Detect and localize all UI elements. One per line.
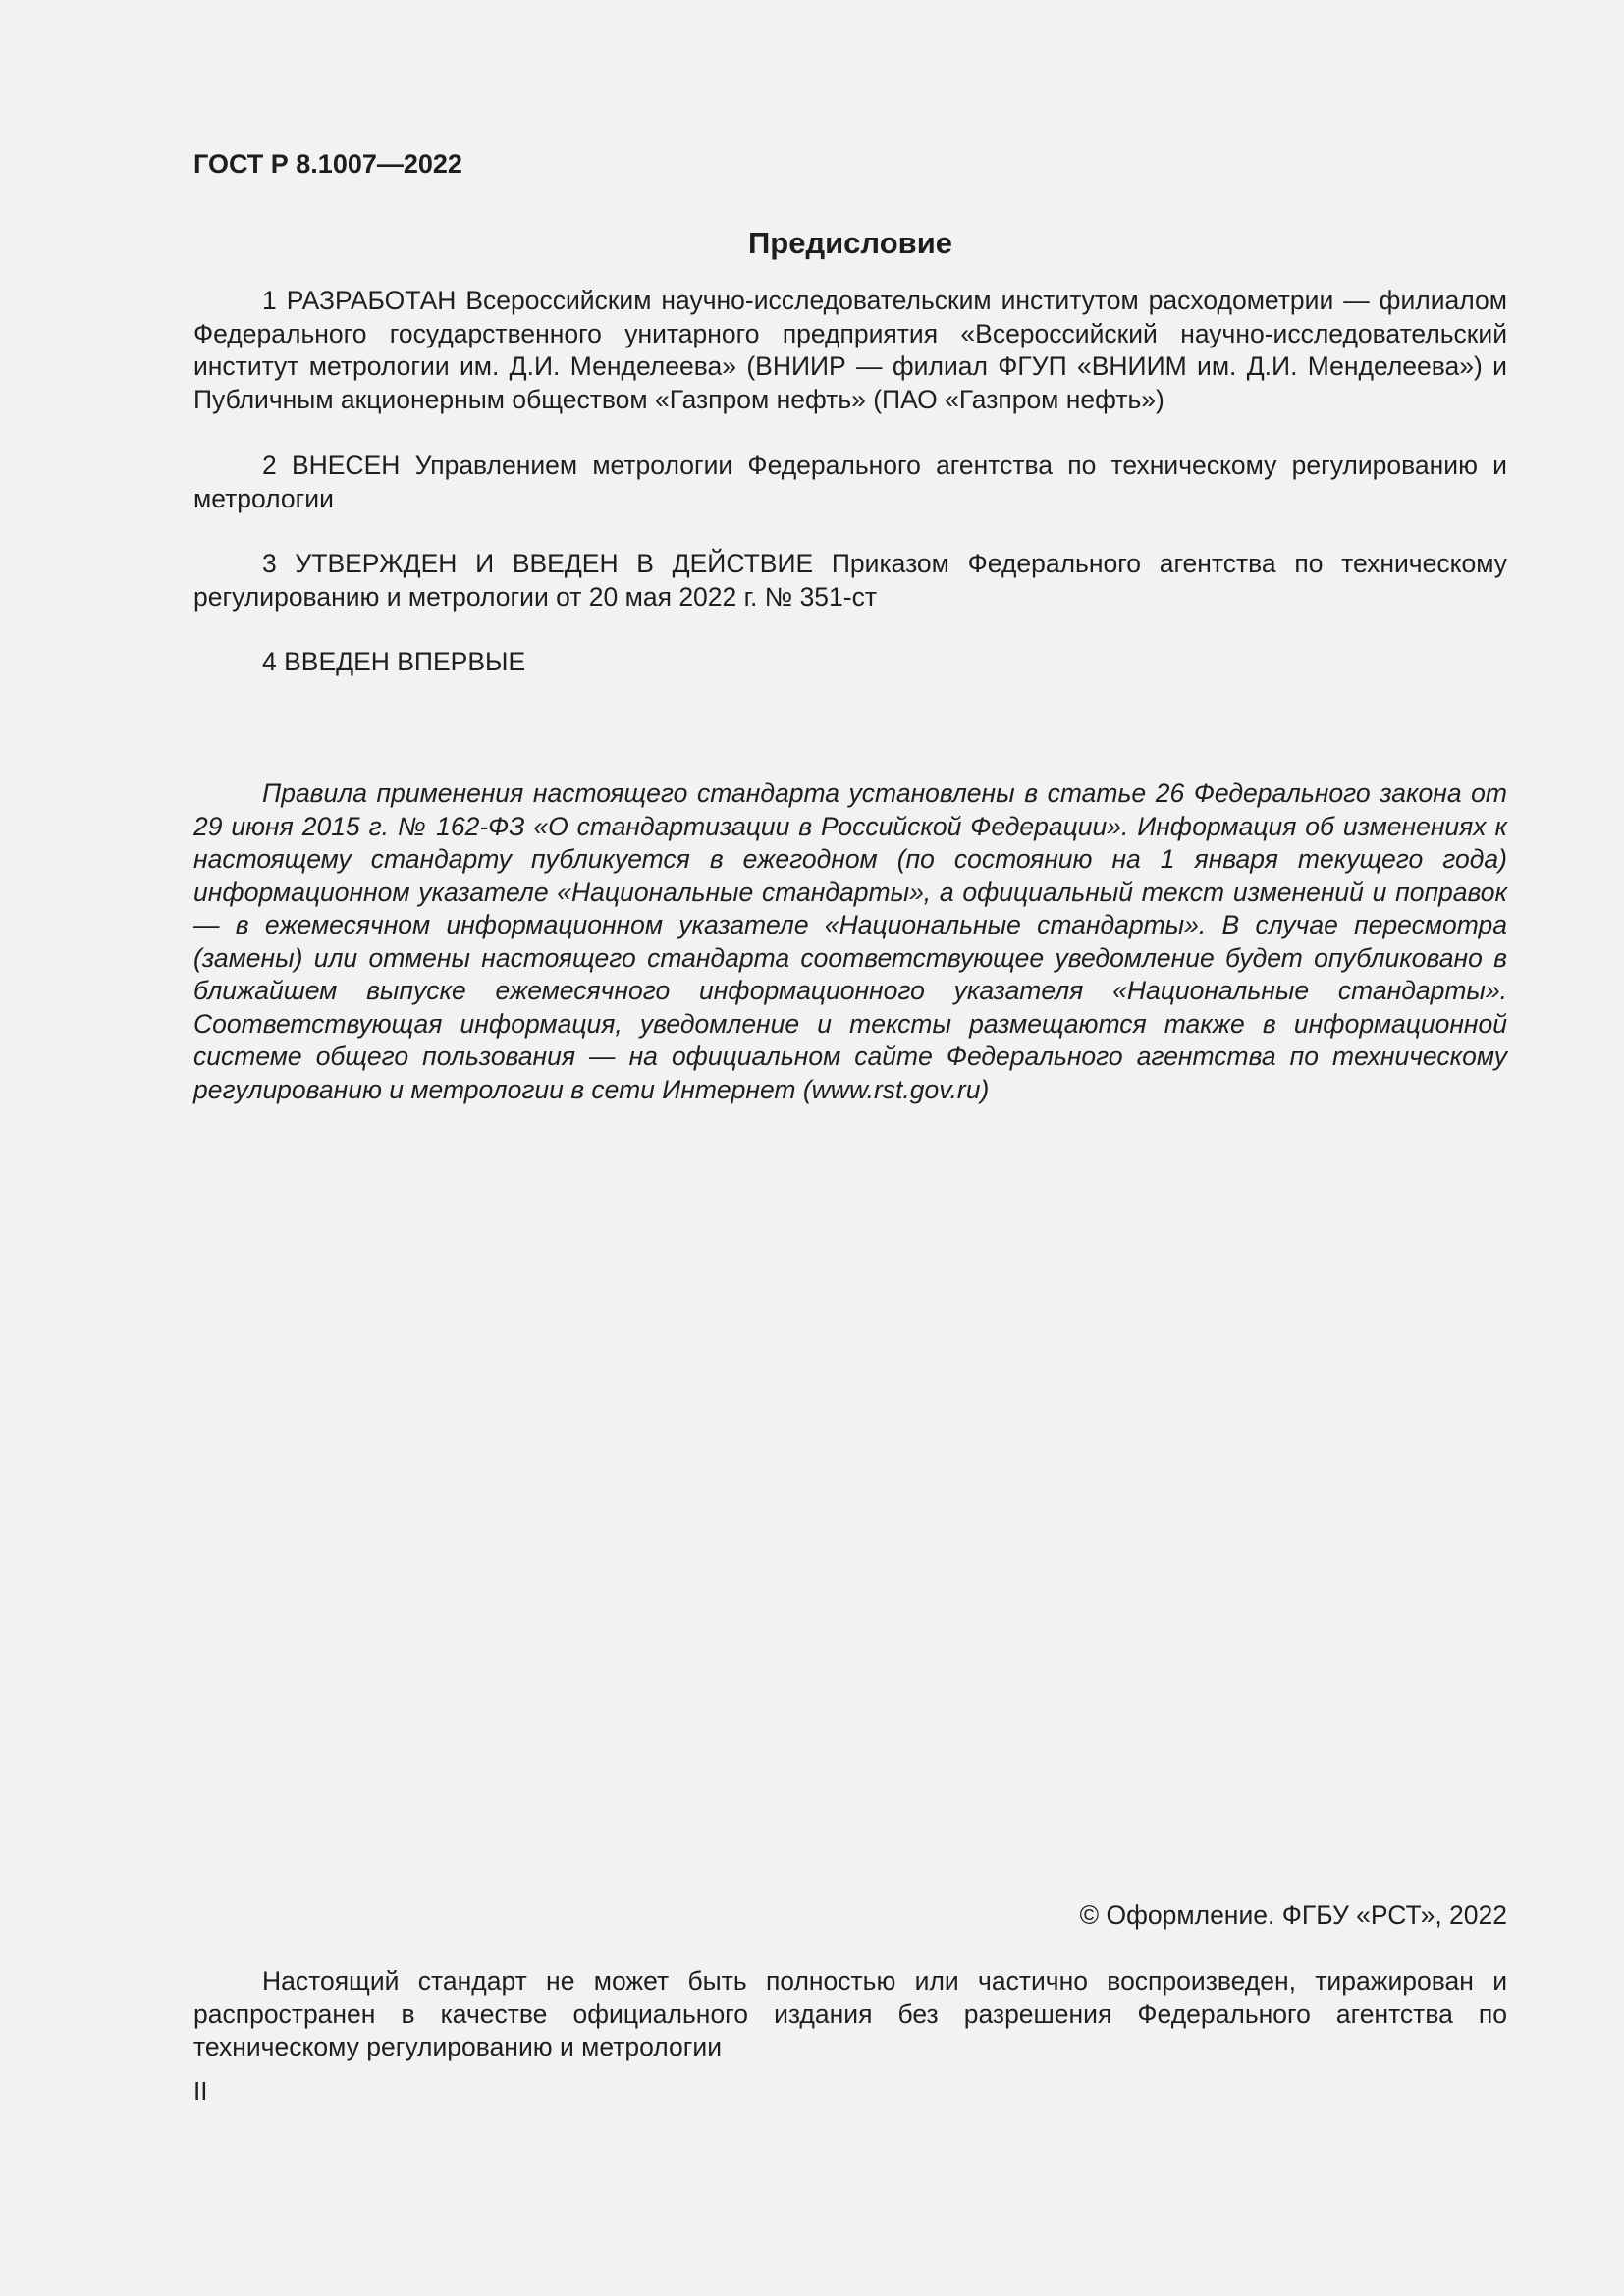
document-page [193, 0, 1507, 2296]
copyright-notice: © Оформление. ФГБУ «РСТ», 2022 [1079, 1900, 1507, 1930]
preface-item-4: 4 ВВЕДЕН ВПЕРВЫЕ [262, 647, 526, 676]
preface-item-1: 1 РАЗРАБОТАН Всероссийским научно-исследовательским институтом расходометрии — филиалом Федерального государственного унитарного предприятия «Всероссийский научно-исследовательский институт метрологии им. Д.И. Менделеева» (ВНИИР — филиал ФГУП «ВНИИМ им. Д.И. Менделеева») и Публичным акционерным обществом «Газпром нефть» (ПАО «Газпром нефть») [193, 286, 1507, 414]
page-number: II [193, 2076, 208, 2106]
preface-item-2: 2 ВНЕСЕН Управлением метрологии Федерального агентства по техническому регулированию и метрологии [193, 451, 1507, 513]
rules-note: Правила применения настоящего стандарта установлены в статье 26 Федерального закона от 29 июня 2015 г. № 162-ФЗ «О стандартизации в Российской Федерации». Информация об изменениях к настоящему стандарту публикуется в ежегодном (по состоянию на 1 января текущего года) информационном указателе «Национальные стандарты», а официальный текст изменений и поправок — в ежемесячном информационном указателе «Национальные стандарты». В случае пересмотра (замены) или отмены настоящего стандарта соответствующее уведомление будет опубликовано в ближайшем выпуске ежемесячного информационного указателя «Национальные стандарты». Соответствующая информация, уведомление и тексты размещаются также в информационной системе общего пользования — на официальном сайте Федерального агентства по техническому регулированию и метрологии в сети Интернет (www.rst.gov.ru) [193, 778, 1507, 1104]
document-code: ГОСТ Р 8.1007—2022 [193, 149, 462, 179]
page-title: Предисловие [747, 226, 952, 260]
reproduction-notice: Настоящий стандарт не может быть полностью или частично воспроизведен, тиражирован и распространен в качестве официального издания без разрешения Федерального агентства по техническому регулированию и метрологии [193, 1966, 1507, 2061]
preface-item-3: 3 УТВЕРЖДЕН И ВВЕДЕН В ДЕЙСТВИЕ Приказом Федерального агентства по техническому регулированию и метрологии от 20 мая 2022 г. № 351-ст [193, 549, 1507, 612]
